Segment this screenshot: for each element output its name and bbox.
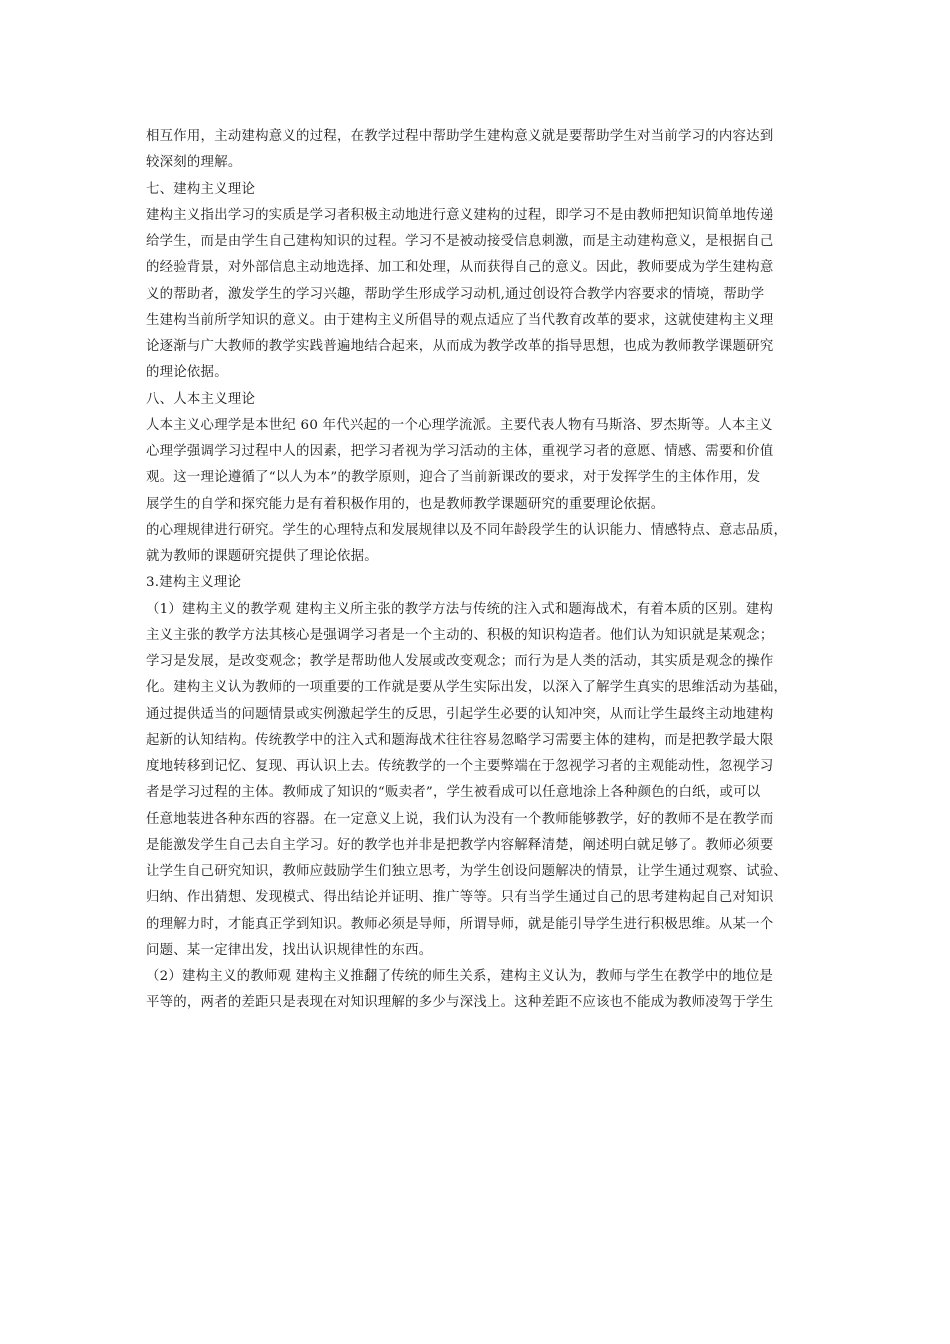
text-line: 通过提供适当的问题情景或实例激起学生的反思，引起学生必要的认知冲突，从而让学生最终主动地建构: [146, 706, 774, 722]
text-line: 的经验背景，对外部信息主动地选择、加工和处理，从而获得自己的意义。因此，教师要成为学生建构意: [146, 260, 774, 276]
text-line: 让学生自己研究知识，教师应鼓励学生们独立思考，为学生创设问题解决的情景，让学生通过观察、试验、: [146, 864, 788, 879]
text-line: 义的帮助者，激发学生的学习兴趣，帮助学生形成学习动机,通过创设符合教学内容要求的情境，帮助学: [146, 286, 765, 302]
text-line: 生建构当前所学知识的意义。由于建构主义所倡导的观点适应了当代教育改革的要求，这就使建构主义理: [146, 312, 774, 328]
text-line: （1）建构主义的教学观 建构主义所主张的教学方法与传统的注入式和题海战术，有着本质的区别。建构: [146, 601, 774, 617]
text-line: 相互作用，主动建构意义的过程，在教学过程中帮助学生建构意义就是要帮助学生对当前学习的内容达到: [146, 129, 774, 144]
text-line: 建构主义指出学习的实质是学习者积极主动地进行意义建构的过程，即学习不是由教师把知识简单地传递: [146, 207, 774, 223]
text-line: 就为教师的课题研究提供了理论依据。: [146, 549, 378, 564]
document-body: [146, 124, 816, 1017]
text-line: 心理学强调学习过程中人的因素，把学习者视为学习活动的主体，重视学习者的意愿、情感、需要和价值: [146, 444, 774, 459]
section-heading: 3.建构主义理论: [146, 575, 242, 591]
text-line: 的心理规律进行研究。学生的心理特点和发展规律以及不同年龄段学生的认识能力、情感特点、意志品质，: [146, 522, 788, 538]
text-line: 起新的认知结构。传统教学中的注入式和题海战术往往容易忽略学习需要主体的建构，而是把教学最大限: [146, 732, 774, 748]
text-line: 给学生，而是由学生自己建构知识的过程。学习不是被动接受信息刺激，而是主动建构意义，是根据自己: [146, 234, 774, 249]
text-line: 观。这一理论遵循了“以人为本”的教学原则，迎合了当前新课改的要求，对于发挥学生的主体作用，发: [146, 470, 761, 486]
text-line: 是能激发学生自己去自主学习。好的教学也并非是把教学内容解释清楚，阐述明白就足够了。教师必须要: [146, 837, 774, 853]
text-line: 化。建构主义认为教师的一项重要的工作就是要从学生实际出发，以深入了解学生真实的思维活动为基础，: [146, 680, 788, 696]
section-heading: 八、人本主义理论: [146, 391, 256, 407]
text-line: （2）建构主义的教师观 建构主义推翻了传统的师生关系，建构主义认为，教师与学生在教学中的地位是: [146, 969, 774, 984]
text-line: 展学生的自学和探究能力是有着积极作用的，也是教师教学课题研究的重要理论依据。: [146, 496, 665, 512]
text-line: 学习是发展，是改变观念；教学是帮助他人发展或改变观念；而行为是人类的活动，其实质是观念的操作: [146, 654, 774, 669]
text-line: 度地转移到记忆、复现、再认识上去。传统教学的一个主要弊端在于忽视学习者的主观能动性，忽视学习: [146, 759, 774, 774]
text-line: 人本主义心理学是本世纪 60 年代兴起的一个心理学流派。主要代表人物有马斯洛、罗杰斯等。人本主义: [146, 417, 773, 433]
text-line: 平等的，两者的差距只是表现在对知识理解的多少与深浅上。这种差距不应该也不能成为教师凌驾于学生: [146, 995, 774, 1011]
text-line: 问题、某一定律出发，找出认识规律性的东西。: [146, 942, 433, 958]
text-line: 者是学习过程的主体。教师成了知识的“贩卖者”，学生被看成可以任意地涂上各种颜色的白纸，或可以: [146, 785, 761, 801]
text-line: 论逐渐与广大教师的教学实践普遍地结合起来，从而成为教学改革的指导思想，也成为教师教学课题研究: [146, 339, 774, 354]
text-line: 的理解力时，才能真正学到知识。教师必须是导师，所谓导师，就是能引导学生进行积极思维。从某一个: [146, 916, 774, 932]
text-line: 较深刻的理解。: [146, 155, 242, 171]
text-line: 的理论依据。: [146, 365, 228, 381]
text-line: 归纳、作出猜想、发现模式、得出结论并证明、推广等等。只有当学生通过自己的思考建构起自己对知识: [146, 890, 774, 906]
section-heading: 七、建构主义理论: [146, 181, 256, 197]
text-line: 任意地装进各种东西的容器。在一定意义上说，我们认为没有一个教师能够教学，好的教师不是在教学而: [146, 811, 774, 827]
text-line: 主义主张的教学方法其核心是强调学习者是一个主动的、积极的知识构造者。他们认为知识就是某观念；: [146, 627, 774, 643]
